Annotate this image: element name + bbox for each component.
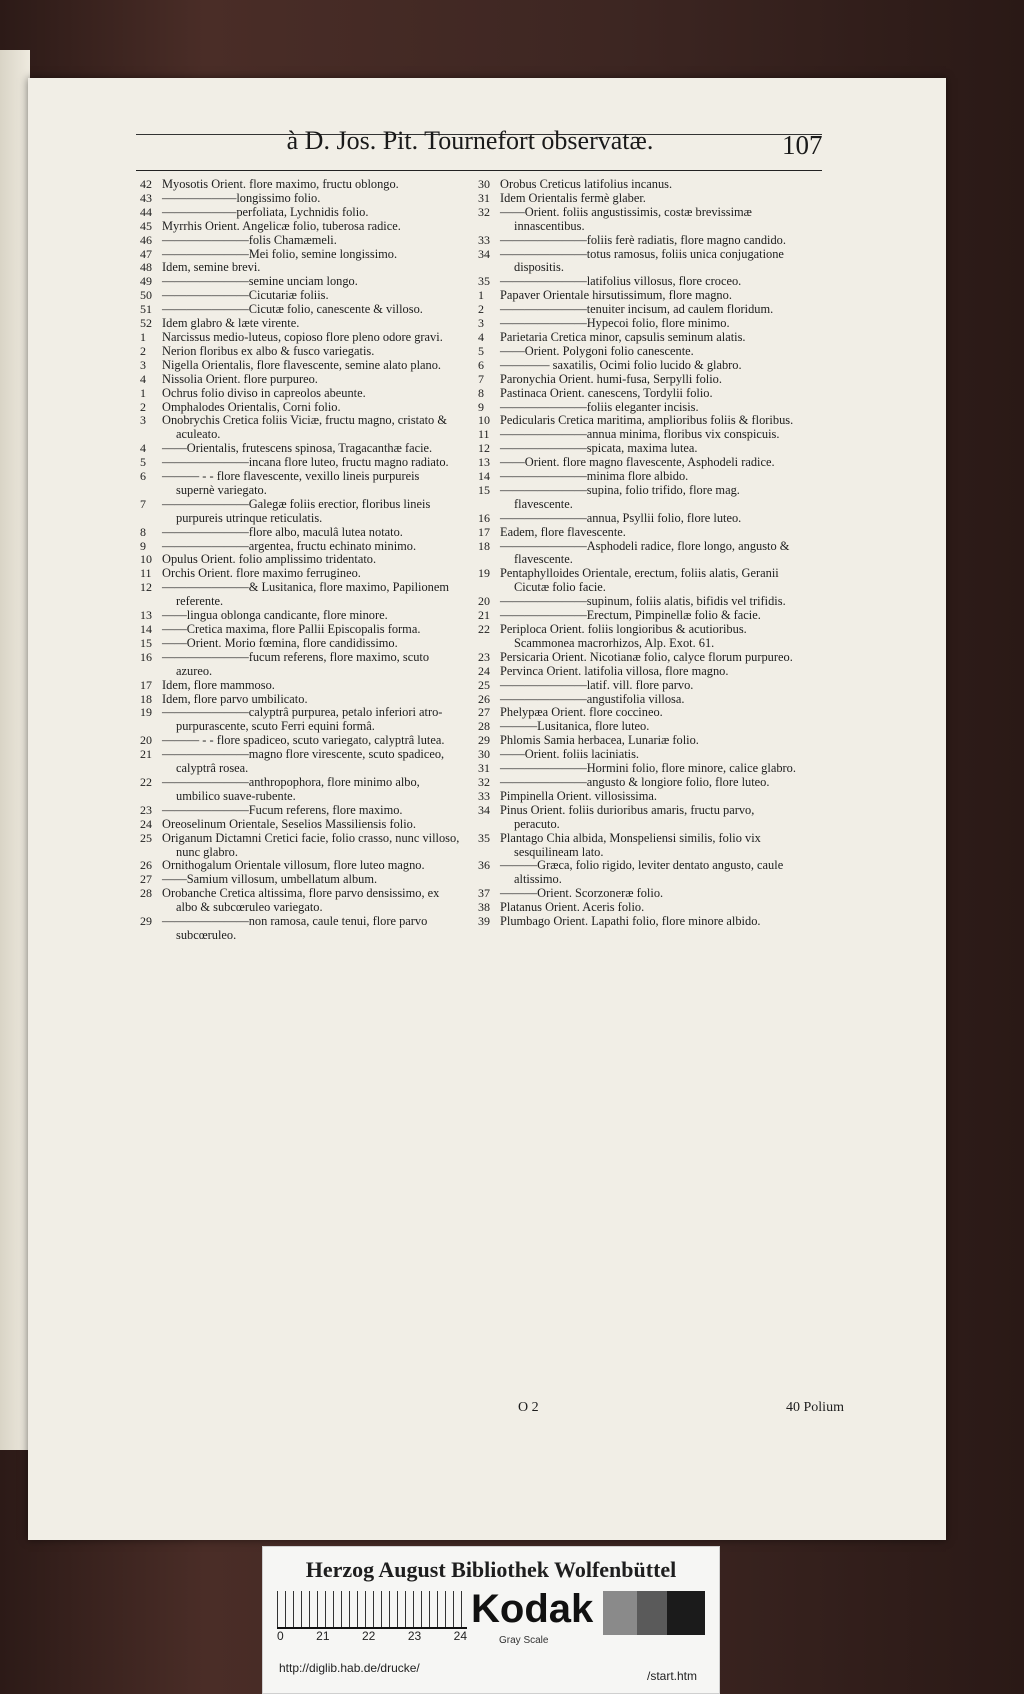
botanical-entry bbox=[140, 192, 460, 206]
entry-number: 8 bbox=[478, 385, 484, 400]
entry-text: ———————totus ramosus, foliis unica conjugatione dispositis. bbox=[500, 246, 784, 275]
botanical-entry bbox=[478, 665, 798, 679]
botanical-entry bbox=[140, 442, 460, 456]
entry-number: 6 bbox=[140, 469, 146, 484]
entry-text: Papaver Orientale hirsutissimum, flore magno. bbox=[500, 288, 732, 303]
botanical-entry bbox=[478, 512, 798, 526]
catchword: 40 Polium bbox=[786, 1400, 844, 1415]
botanical-entry bbox=[140, 581, 460, 609]
entry-text: ———————Hypecoi folio, flore minimo. bbox=[500, 316, 730, 331]
entry-text: Idem glabro & læte virente. bbox=[162, 316, 300, 331]
entry-text: ———————semine unciam longo. bbox=[162, 274, 358, 289]
url-left: http://diglib.hab.de/drucke/ bbox=[279, 1661, 420, 1675]
entry-text: ——Orient. Polygoni folio canescente. bbox=[500, 343, 694, 358]
entry-number: 24 bbox=[478, 663, 490, 678]
entry-text: Pedicularis Cretica maritima, amplioribus foliis & floribus. bbox=[500, 413, 794, 428]
botanical-entry bbox=[478, 776, 798, 790]
botanical-entry bbox=[478, 609, 798, 623]
entry-number: 12 bbox=[140, 580, 152, 595]
entry-number: 47 bbox=[140, 246, 152, 261]
entry-number: 10 bbox=[478, 413, 490, 428]
botanical-entry bbox=[140, 178, 460, 192]
botanical-entry bbox=[478, 428, 798, 442]
entry-text: Paronychia Orient. humi-fusa, Serpylli folio. bbox=[500, 371, 722, 386]
botanical-entry bbox=[140, 498, 460, 526]
entry-text: ———————Erectum, Pimpinellæ folio & facie. bbox=[500, 608, 761, 623]
kodak-logo: Kodak bbox=[471, 1587, 594, 1631]
botanical-entry bbox=[478, 706, 798, 720]
library-name: Herzog August Bibliothek Wolfenbüttel bbox=[305, 1557, 677, 1582]
entry-number: 17 bbox=[478, 524, 490, 539]
entry-text: Idem, flore parvo umbilicato. bbox=[162, 691, 308, 706]
entry-number: 12 bbox=[478, 441, 490, 456]
entry-text: ———————Mei folio, semine longissimo. bbox=[162, 246, 398, 261]
entry-text: Platanus Orient. Aceris folio. bbox=[500, 900, 645, 915]
entry-text: Persicaria Orient. Nicotianæ folio, calyce florum purpureo. bbox=[500, 649, 793, 664]
botanical-entry bbox=[478, 679, 798, 693]
botanical-entry bbox=[140, 540, 460, 554]
right-column bbox=[478, 178, 798, 929]
botanical-entry bbox=[140, 303, 460, 317]
botanical-entry bbox=[140, 776, 460, 804]
botanical-entry bbox=[478, 387, 798, 401]
entry-number: 21 bbox=[478, 608, 490, 623]
botanical-entry bbox=[478, 178, 798, 192]
ruler-number: 23 bbox=[407, 1629, 422, 1643]
entry-number: 36 bbox=[478, 858, 490, 873]
botanical-entry bbox=[478, 720, 798, 734]
entry-number: 5 bbox=[478, 343, 484, 358]
entry-number: 13 bbox=[478, 455, 490, 470]
entry-text: ———————supina, folio trifido, flore mag. flavescente. bbox=[500, 482, 740, 511]
botanical-entry bbox=[478, 762, 798, 776]
entry-number: 4 bbox=[140, 441, 146, 456]
entry-number: 20 bbox=[478, 594, 490, 609]
botanical-entry bbox=[140, 414, 460, 442]
botanical-entry bbox=[140, 567, 460, 581]
entry-number: 33 bbox=[478, 788, 490, 803]
entry-text: Myrrhis Orient. Angelicæ folio, tuberosa radice. bbox=[162, 218, 401, 233]
entry-text: Phlomis Samia herbacea, Lunariæ folio. bbox=[500, 733, 699, 748]
botanical-entry bbox=[478, 331, 798, 345]
botanical-entry bbox=[478, 748, 798, 762]
botanical-entry bbox=[140, 804, 460, 818]
scale-ruler bbox=[277, 1591, 467, 1629]
gray-patch bbox=[637, 1591, 667, 1635]
entry-text: ———————foliis eleganter incisis. bbox=[500, 399, 699, 414]
entry-number: 17 bbox=[140, 677, 152, 692]
botanical-entry bbox=[140, 345, 460, 359]
entry-number: 25 bbox=[478, 677, 490, 692]
botanical-entry bbox=[140, 331, 460, 345]
ruler-number: 0 bbox=[277, 1629, 284, 1643]
entry-number: 11 bbox=[478, 427, 490, 442]
ruler-number: 21 bbox=[316, 1629, 330, 1643]
botanical-entry bbox=[478, 345, 798, 359]
entry-number: 23 bbox=[478, 649, 490, 664]
entry-text: ———Græca, folio rigido, leviter dentato angusto, caule altissimo. bbox=[500, 858, 784, 887]
entry-number: 30 bbox=[478, 747, 490, 762]
entry-number: 22 bbox=[140, 774, 152, 789]
entry-number: 37 bbox=[478, 886, 490, 901]
botanical-entry bbox=[140, 832, 460, 860]
facing-page-edge bbox=[0, 50, 30, 1450]
botanical-entry bbox=[140, 373, 460, 387]
botanical-entry bbox=[140, 873, 460, 887]
entry-number: 16 bbox=[478, 510, 490, 525]
botanical-entry bbox=[478, 651, 798, 665]
entry-text: ——Orient. flore magno flavescente, Asphodeli radice. bbox=[500, 455, 775, 470]
entry-text: ———————minima flore albido. bbox=[500, 469, 689, 484]
entry-text: ———————tenuiter incisum, ad caulem floridum. bbox=[500, 302, 774, 317]
entry-text: Omphalodes Orientalis, Corni folio. bbox=[162, 399, 341, 414]
entry-text: ——Orient. foliis laciniatis. bbox=[500, 747, 640, 762]
entry-text: ———————latifolius villosus, flore croceo. bbox=[500, 274, 742, 289]
entry-text: Ornithogalum Orientale villosum, flore luteo magno. bbox=[162, 858, 425, 873]
botanical-entry bbox=[140, 220, 460, 234]
botanical-entry bbox=[140, 248, 460, 262]
botanical-entry bbox=[478, 804, 798, 832]
running-title: à D. Jos. Pit. Tournefort observatæ. bbox=[286, 126, 654, 155]
entry-number: 26 bbox=[478, 691, 490, 706]
entry-number: 45 bbox=[140, 218, 152, 233]
botanical-entry bbox=[478, 192, 798, 206]
entry-number: 20 bbox=[140, 733, 152, 748]
entry-number: 29 bbox=[140, 914, 152, 929]
botanical-entry bbox=[140, 859, 460, 873]
entry-number: 34 bbox=[478, 246, 490, 261]
entry-text: ———Lusitanica, flore luteo. bbox=[500, 719, 650, 734]
entry-text: Ochrus folio diviso in capreolos abeunte. bbox=[162, 385, 366, 400]
entry-text: ———————Asphodeli radice, flore longo, angusto & flavescente. bbox=[500, 538, 790, 567]
botanical-entry bbox=[140, 359, 460, 373]
botanical-entry bbox=[478, 832, 798, 860]
entry-number: 44 bbox=[140, 204, 152, 219]
entry-number: 2 bbox=[140, 343, 146, 358]
botanical-entry bbox=[140, 609, 460, 623]
entry-number: 1 bbox=[140, 329, 146, 344]
entry-number: 18 bbox=[478, 538, 490, 553]
entry-text: Nerion floribus ex albo & fusco variegatis. bbox=[162, 343, 375, 358]
entry-text: ——Cretica maxima, flore Pallii Episcopalis forma. bbox=[162, 622, 421, 636]
entry-text: Narcissus medio-luteus, copioso flore pleno odore gravi. bbox=[162, 329, 443, 344]
entry-number: 50 bbox=[140, 288, 152, 303]
entry-number: 23 bbox=[140, 802, 152, 817]
entry-text: ———————flore albo, maculâ lutea notato. bbox=[162, 524, 403, 539]
botanical-entry bbox=[478, 442, 798, 456]
entry-number: 38 bbox=[478, 900, 490, 915]
botanical-entry bbox=[140, 651, 460, 679]
entry-number: 11 bbox=[140, 566, 152, 581]
entry-number: 3 bbox=[140, 357, 146, 372]
entry-number: 7 bbox=[478, 371, 484, 386]
entry-number: 25 bbox=[140, 830, 152, 845]
entry-number: 19 bbox=[140, 705, 152, 720]
botanical-entry bbox=[478, 401, 798, 415]
entry-number: 39 bbox=[478, 914, 490, 929]
botanical-entry bbox=[140, 317, 460, 331]
botanical-entry bbox=[478, 275, 798, 289]
entry-text: Pervinca Orient. latifolia villosa, flore magno. bbox=[500, 663, 729, 678]
entry-number: 21 bbox=[140, 747, 152, 762]
entry-text: ———————argentea, fructu echinato minimo. bbox=[162, 538, 417, 553]
entry-text: ———————magno flore virescente, scuto spadiceo, calyptrâ rosea. bbox=[162, 747, 445, 776]
entry-text: Orobanche Cretica altissima, flore parvo densissimo, ex albo & subcœruleo variegato. bbox=[162, 886, 440, 915]
entry-text: ——Orientalis, frutescens spinosa, Tragacanthæ facie. bbox=[162, 441, 433, 456]
entry-number: 16 bbox=[140, 649, 152, 664]
entry-text: ———————calyptrâ purpurea, petalo inferiori atro-purpurascente, scuto Ferri equini formâ. bbox=[162, 705, 443, 734]
entry-text: Nissolia Orient. flore purpureo. bbox=[162, 371, 318, 386]
entry-number: 14 bbox=[478, 469, 490, 484]
entry-number: 10 bbox=[140, 552, 152, 567]
entry-number: 4 bbox=[140, 371, 146, 386]
entry-text: ———————spicata, maxima lutea. bbox=[500, 441, 698, 456]
entry-text: ——Orient. Morio fœmina, flore candidissimo. bbox=[162, 635, 398, 650]
botanical-entry bbox=[140, 748, 460, 776]
entry-text: Orchis Orient. flore maximo ferrugineo. bbox=[162, 566, 361, 581]
entry-number: 24 bbox=[140, 816, 152, 831]
entry-number: 32 bbox=[478, 774, 490, 789]
gray-patch bbox=[603, 1591, 637, 1635]
botanical-entry bbox=[478, 623, 798, 651]
entry-number: 2 bbox=[478, 302, 484, 317]
entry-text: ———————Galegæ foliis erectior, floribus lineis purpureis utrinque reticulatis. bbox=[162, 496, 431, 525]
entry-text: Pentaphylloides Orientale, erectum, foliis alatis, Geranii Cicutæ folio facie. bbox=[500, 566, 779, 595]
entry-text: ———————annua, Psyllii folio, flore luteo. bbox=[500, 510, 742, 525]
page-number: 107 bbox=[782, 130, 823, 160]
entry-number: 9 bbox=[140, 538, 146, 553]
gray-scale-label: Gray Scale bbox=[499, 1635, 549, 1646]
entry-number: 31 bbox=[478, 761, 490, 776]
entry-number: 49 bbox=[140, 274, 152, 289]
entry-number: 27 bbox=[140, 872, 152, 887]
botanical-entry bbox=[478, 567, 798, 595]
entry-text: ———————Hormini folio, flore minore, calice glabro. bbox=[500, 761, 796, 776]
botanical-entry bbox=[140, 818, 460, 832]
entry-text: ———————angustifolia villosa. bbox=[500, 691, 685, 706]
entry-number: 15 bbox=[478, 482, 490, 497]
entry-number: 29 bbox=[478, 733, 490, 748]
ruler-number: 22 bbox=[361, 1629, 376, 1643]
botanical-entry bbox=[140, 623, 460, 637]
entry-text: Pinus Orient. foliis durioribus amaris, fructu parvo, peracuto. bbox=[500, 802, 755, 831]
entry-text: ———Orient. Scorzoneræ folio. bbox=[500, 886, 664, 901]
entry-text: Phelypæa Orient. flore coccineo. bbox=[500, 705, 663, 720]
entry-number: 19 bbox=[478, 566, 490, 581]
botanical-entry bbox=[140, 915, 460, 943]
botanical-entry bbox=[140, 470, 460, 498]
entry-number: 7 bbox=[140, 496, 146, 511]
entry-number: 14 bbox=[140, 622, 152, 636]
entry-text: Idem, semine brevi. bbox=[162, 260, 261, 275]
entry-number: 30 bbox=[478, 177, 490, 191]
botanical-entry bbox=[140, 401, 460, 415]
entry-number: 27 bbox=[478, 705, 490, 720]
entry-number: 13 bbox=[140, 608, 152, 623]
entry-text: ——————perfoliata, Lychnidis folio. bbox=[162, 204, 369, 219]
botanical-entry bbox=[140, 275, 460, 289]
botanical-entry bbox=[140, 734, 460, 748]
entry-text: Nigella Orientalis, flore flavescente, semine alato plano. bbox=[162, 357, 442, 372]
entry-text: Pastinaca Orient. canescens, Tordylii folio. bbox=[500, 385, 713, 400]
entry-number: 6 bbox=[478, 357, 484, 372]
botanical-entry bbox=[140, 887, 460, 915]
botanical-entry bbox=[478, 456, 798, 470]
entry-number: 32 bbox=[478, 204, 490, 219]
entry-number: 4 bbox=[478, 329, 484, 344]
entry-text: ———————non ramosa, caule tenui, flore parvo subcœruleo. bbox=[162, 914, 428, 942]
botanical-entry bbox=[140, 706, 460, 734]
entry-text: ———————anthropophora, flore minimo albo, umbilico suave-rubente. bbox=[162, 774, 420, 803]
entry-number: 15 bbox=[140, 635, 152, 650]
botanical-entry bbox=[140, 553, 460, 567]
botanical-entry bbox=[478, 317, 798, 331]
entry-text: ——— - - flore flavescente, vexillo lineis purpureis supernè variegato. bbox=[162, 469, 420, 497]
botanical-entry bbox=[478, 901, 798, 915]
entry-number: 31 bbox=[478, 190, 490, 205]
entry-text: Parietaria Cretica minor, capsulis seminum alatis. bbox=[500, 329, 746, 344]
botanical-entry bbox=[478, 414, 798, 428]
entry-text: ———————Cicutæ folio, canescente & villoso. bbox=[162, 302, 423, 317]
entry-text: Pimpinella Orient. villosissima. bbox=[500, 788, 657, 803]
entry-text: ———————Cicutariæ foliis. bbox=[162, 288, 329, 303]
entry-number: 22 bbox=[478, 622, 490, 636]
botanical-entry bbox=[478, 540, 798, 568]
botanical-entry bbox=[140, 526, 460, 540]
entry-text: Origanum Dictamni Cretici facie, folio crasso, nunc villoso, nunc glabro. bbox=[162, 830, 460, 859]
entry-number: 2 bbox=[140, 399, 146, 414]
entry-text: Eadem, flore flavescente. bbox=[500, 524, 626, 539]
entry-text: ———————angusto & longiore folio, flore luteo. bbox=[500, 774, 770, 789]
entry-number: 28 bbox=[140, 886, 152, 901]
entry-number: 5 bbox=[140, 455, 146, 470]
entry-number: 26 bbox=[140, 858, 152, 873]
entry-text: Idem Orientalis fermè glaber. bbox=[500, 190, 646, 205]
botanical-entry bbox=[478, 595, 798, 609]
botanical-entry bbox=[478, 206, 798, 234]
entry-text: Plantago Chia albida, Monspeliensi similis, folio vix sesquilineam lato. bbox=[500, 830, 761, 859]
botanical-entry bbox=[140, 679, 460, 693]
entry-text: Opulus Orient. folio amplissimo tridentato. bbox=[162, 552, 377, 567]
entry-number: 9 bbox=[478, 399, 484, 414]
botanical-entry bbox=[478, 248, 798, 276]
entry-text: ———————folis Chamæmeli. bbox=[162, 232, 337, 247]
botanical-entry bbox=[478, 915, 798, 929]
botanical-entry bbox=[140, 456, 460, 470]
botanical-entry bbox=[478, 234, 798, 248]
entry-text: ———— saxatilis, Ocimi folio lucido & glabro. bbox=[500, 357, 742, 372]
ruler-number: 24 bbox=[453, 1629, 467, 1643]
botanical-entry bbox=[478, 470, 798, 484]
entry-number: 3 bbox=[478, 316, 484, 331]
entry-text: ——————longissimo folio. bbox=[162, 190, 321, 205]
entry-number: 35 bbox=[478, 830, 490, 845]
botanical-entry bbox=[140, 206, 460, 220]
entry-number: 52 bbox=[140, 316, 152, 331]
entry-number: 51 bbox=[140, 302, 152, 317]
botanical-entry bbox=[478, 693, 798, 707]
botanical-entry bbox=[140, 637, 460, 651]
entry-text: ——— - - flore spadiceo, scuto variegato, calyptrâ lutea. bbox=[162, 733, 445, 748]
entry-text: Myosotis Orient. flore maximo, fructu oblongo. bbox=[162, 177, 399, 191]
botanical-entry bbox=[140, 289, 460, 303]
entry-text: Oreoselinum Orientale, Seselios Massiliensis folio. bbox=[162, 816, 416, 831]
url-right: /start.htm bbox=[647, 1669, 698, 1683]
entry-number: 18 bbox=[140, 691, 152, 706]
entry-text: Periploca Orient. foliis longioribus & acutioribus. Scammonea macrorhizos, Alp. Exot. 61. bbox=[500, 622, 747, 650]
entry-number: 43 bbox=[140, 190, 152, 205]
botanical-entry bbox=[140, 261, 460, 275]
botanical-entry bbox=[478, 303, 798, 317]
botanical-entry bbox=[478, 526, 798, 540]
entry-text: Onobrychis Cretica foliis Viciæ, fructu magno, cristato & aculeato. bbox=[162, 413, 447, 442]
entry-text: ———————latif. vill. flore parvo. bbox=[500, 677, 694, 692]
entry-text: ——Orient. foliis angustissimis, costæ brevissimæ innascentibus. bbox=[500, 204, 752, 233]
signature-mark: O 2 bbox=[518, 1400, 539, 1415]
botanical-entry bbox=[478, 373, 798, 387]
entry-number: 1 bbox=[140, 385, 146, 400]
entry-text: ———————& Lusitanica, flore maximo, Papilionem referente. bbox=[162, 580, 450, 609]
ruler-numbers bbox=[277, 1629, 467, 1643]
entry-text: ———————supinum, foliis alatis, bifidis vel trifidis. bbox=[500, 594, 786, 609]
left-column bbox=[140, 178, 460, 943]
botanical-entry bbox=[478, 289, 798, 303]
entry-text: Plumbago Orient. Lapathi folio, flore minore albido. bbox=[500, 914, 761, 929]
entry-text: Orobus Creticus latifolius incanus. bbox=[500, 177, 673, 191]
botanical-entry bbox=[140, 234, 460, 248]
entry-text: ———————annua minima, floribus vix conspicuis. bbox=[500, 427, 780, 442]
botanical-entry bbox=[478, 859, 798, 887]
botanical-entry bbox=[478, 484, 798, 512]
entry-text: Idem, flore mammoso. bbox=[162, 677, 275, 692]
entry-number: 28 bbox=[478, 719, 490, 734]
entry-number: 42 bbox=[140, 177, 152, 191]
entry-number: 1 bbox=[478, 288, 484, 303]
entry-text: ———————fucum referens, flore maximo, scuto azureo. bbox=[162, 649, 430, 678]
entry-text: ———————Fucum referens, flore maximo. bbox=[162, 802, 403, 817]
botanical-entry bbox=[478, 734, 798, 748]
entry-number: 8 bbox=[140, 524, 146, 539]
entry-number: 33 bbox=[478, 232, 490, 247]
entry-text: ———————foliis ferè radiatis, flore magno candido. bbox=[500, 232, 786, 247]
entry-number: 46 bbox=[140, 232, 152, 247]
entry-text: ——lingua oblonga candicante, flore minore. bbox=[162, 608, 388, 623]
entry-text: ———————incana flore luteo, fructu magno radiato. bbox=[162, 455, 449, 470]
botanical-entry bbox=[140, 693, 460, 707]
botanical-entry bbox=[478, 359, 798, 373]
library-color-card bbox=[262, 1546, 720, 1694]
botanical-entry bbox=[478, 887, 798, 901]
entry-text: ——Samium villosum, umbellatum album. bbox=[162, 872, 378, 887]
entry-number: 35 bbox=[478, 274, 490, 289]
black-patch bbox=[667, 1591, 705, 1635]
entry-number: 34 bbox=[478, 802, 490, 817]
botanical-entry bbox=[478, 790, 798, 804]
entry-number: 48 bbox=[140, 260, 152, 275]
botanical-entry bbox=[140, 387, 460, 401]
entry-number: 3 bbox=[140, 413, 146, 428]
